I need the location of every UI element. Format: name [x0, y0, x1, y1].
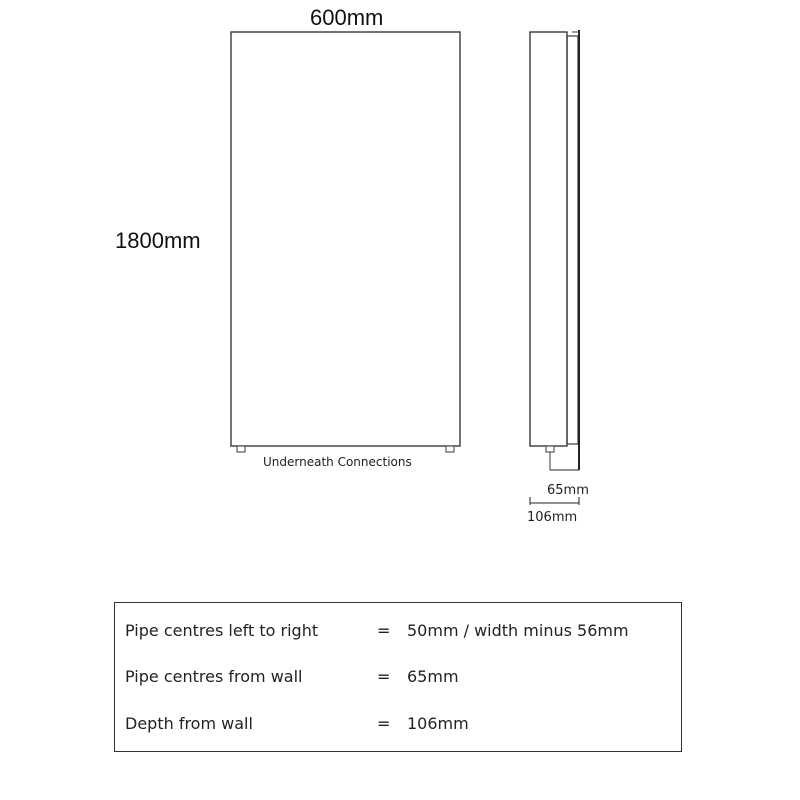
specifications-table — [114, 602, 682, 752]
equals-sign: = — [377, 621, 391, 640]
connections-label: Underneath Connections — [263, 455, 412, 469]
spec-value: 50mm / width minus 56mm — [407, 621, 629, 640]
front-panel-outline — [231, 32, 460, 446]
equals-sign: = — [377, 667, 391, 686]
depth-dimension: 106mm — [527, 510, 578, 525]
right-pipe-connection — [446, 446, 454, 452]
height-label: 1800mm — [115, 228, 201, 253]
equals-sign: = — [377, 714, 391, 733]
front-view — [115, 5, 460, 469]
left-pipe-connection — [237, 446, 245, 452]
spec-label: Pipe centres from wall — [125, 667, 303, 686]
spec-value: 106mm — [407, 714, 469, 733]
width-label: 600mm — [310, 5, 384, 30]
side-view — [527, 30, 589, 525]
spec-label: Depth from wall — [125, 714, 253, 733]
wall-bracket — [567, 36, 578, 444]
side-panel-outline — [530, 32, 567, 446]
side-pipe-connection — [546, 446, 554, 452]
pipe-from-wall-dimension: 65mm — [547, 483, 589, 498]
spec-value: 65mm — [407, 667, 459, 686]
spec-label: Pipe centres left to right — [125, 621, 319, 640]
